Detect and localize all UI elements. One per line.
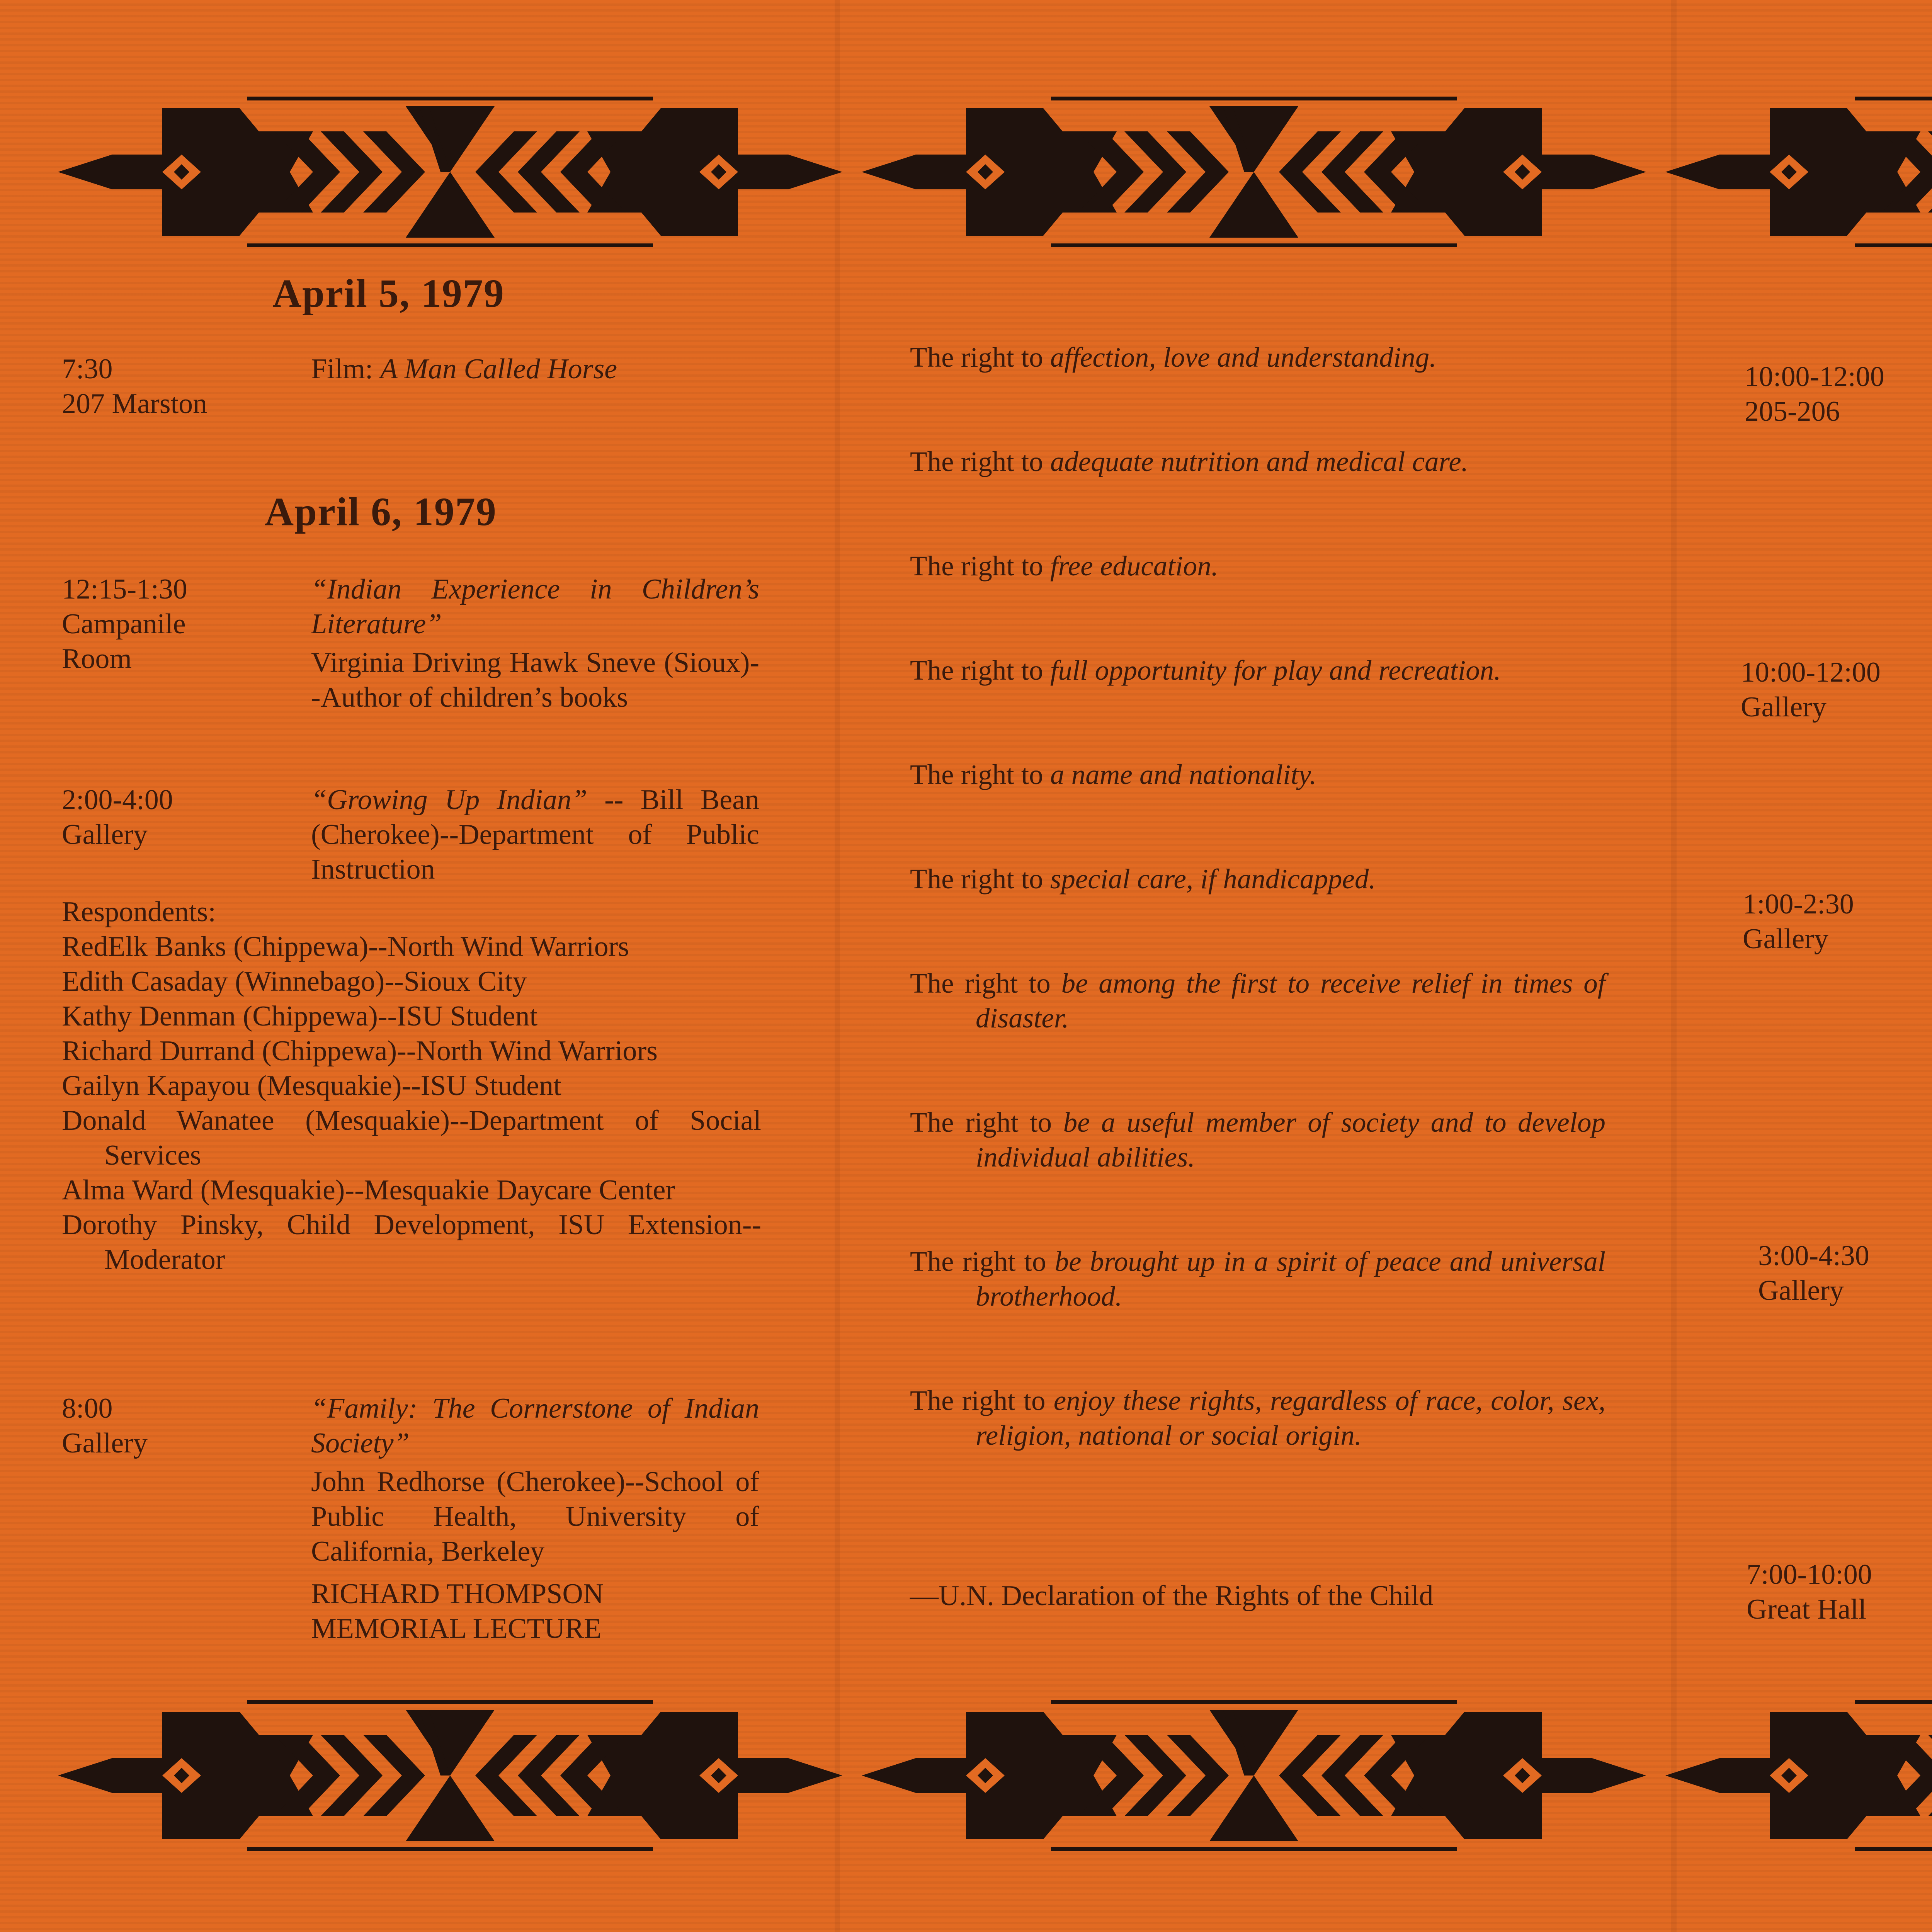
right-prefix: The right to — [910, 1246, 1055, 1277]
right-prefix: The right to — [910, 1385, 1054, 1416]
right-text: affection, love and understanding. — [1050, 342, 1437, 373]
right-fold-line — [1671, 0, 1677, 1932]
event-location: Gallery — [1743, 923, 1828, 955]
top-right-ornament — [1665, 97, 1932, 247]
event-location: Campanile — [62, 608, 186, 640]
event-location: Gallery — [1741, 691, 1827, 723]
event-description — [311, 352, 759, 386]
event-time-location — [1745, 359, 1932, 429]
event-time-location — [1758, 1238, 1932, 1308]
event-time-location — [62, 352, 309, 421]
right-item — [910, 340, 1605, 375]
event-location: Gallery — [62, 819, 148, 850]
respondent-item: Donald Wanatee (Mesquakie)--Department of Social Services — [62, 1105, 761, 1171]
right-item — [910, 1244, 1605, 1314]
event-time-location — [1741, 655, 1932, 724]
respondents-label: Respondents: — [62, 896, 216, 928]
event-time-location — [62, 1391, 309, 1461]
top-middle-ornament — [862, 97, 1646, 247]
right-prefix: The right to — [910, 759, 1050, 790]
event-description — [311, 572, 759, 715]
top-left-ornament — [58, 97, 842, 247]
event-time: 3:00-4:30 — [1758, 1240, 1869, 1272]
right-prefix: The right to — [910, 863, 1050, 895]
event-time: 10:00-12:00 — [1745, 361, 1884, 393]
event-prefix: Film: — [311, 353, 380, 385]
event-title: “Indian Experience in Children’s Literature” — [311, 573, 759, 640]
film-title: A Man Called Horse — [380, 353, 617, 385]
right-prefix: The right to — [910, 342, 1050, 373]
event-description — [311, 782, 759, 887]
event-description — [311, 1391, 759, 1646]
respondent-item: Dorothy Pinsky, Child Development, ISU Extension--Moderator — [62, 1209, 761, 1276]
right-text: adequate nutrition and medical care. — [1050, 446, 1468, 477]
event-location: Room — [62, 643, 132, 675]
right-prefix: The right to — [910, 550, 1050, 582]
event-time-location — [62, 572, 309, 676]
right-prefix: The right to — [910, 655, 1050, 686]
respondent-item: Kathy Denman (Chippewa)--ISU Student — [62, 1000, 538, 1032]
event-time: 8:00 — [62, 1393, 113, 1424]
date-heading-april-5: April 5, 1979 — [272, 271, 505, 316]
attribution: —U.N. Declaration of the Rights of the Child — [910, 1580, 1434, 1612]
date-heading-april-6: April 6, 1979 — [265, 490, 497, 534]
event-title: “Family: The Cornerstone of Indian Society” — [311, 1393, 759, 1459]
event-time: 2:00-4:00 — [62, 784, 173, 816]
event-location: 207 Marston — [62, 388, 207, 420]
right-item — [910, 757, 1605, 792]
right-item — [910, 862, 1605, 896]
right-item — [910, 1105, 1605, 1175]
right-item — [910, 1383, 1605, 1453]
right-item — [910, 549, 1605, 583]
right-text: full opportunity for play and recreation. — [1050, 655, 1501, 686]
left-fold-line — [835, 0, 840, 1932]
event-speaker: -- Bill Bean (Cherokee)--Department of Public Instruction — [311, 784, 759, 885]
event-time: 12:15-1:30 — [62, 573, 187, 605]
event-time-location — [1743, 887, 1932, 956]
event-title: “Growing Up Indian” — [311, 784, 587, 816]
rights-list — [910, 340, 1605, 1522]
lecture-name: RICHARD THOMPSON — [311, 1578, 604, 1610]
bottom-middle-ornament — [862, 1700, 1646, 1851]
event-time: 1:00-2:30 — [1743, 888, 1854, 920]
right-prefix: The right to — [910, 446, 1050, 477]
event-location: Great Hall — [1747, 1594, 1867, 1625]
event-location: 205-206 — [1745, 396, 1840, 427]
bottom-left-ornament — [58, 1700, 842, 1851]
event-time: 7:00-10:00 — [1747, 1559, 1872, 1590]
right-item — [910, 653, 1605, 688]
lecture-name: MEMORIAL LECTURE — [311, 1613, 602, 1645]
event-speaker: Virginia Driving Hawk Sneve (Sioux)--Author of children’s books — [311, 647, 759, 713]
event-speaker: John Redhorse (Cherokee)--School of Public Health, University of California, Berkeley — [311, 1466, 759, 1567]
respondent-item: Richard Durrand (Chippewa)--North Wind Warriors — [62, 1035, 658, 1067]
right-text: be brought up in a spirit of peace and universal brotherhood. — [976, 1246, 1605, 1312]
event-time: 10:00-12:00 — [1741, 656, 1881, 688]
respondent-item: Edith Casaday (Winnebago)--Sioux City — [62, 966, 527, 997]
right-text: special care, if handicapped. — [1050, 863, 1376, 895]
right-text: a name and nationality. — [1050, 759, 1317, 790]
right-text: be among the first to receive relief in times of disaster. — [976, 968, 1606, 1034]
respondent-item: Gailyn Kapayou (Mesquakie)--ISU Student — [62, 1070, 561, 1102]
respondent-item: RedElk Banks (Chippewa)--North Wind Warriors — [62, 931, 629, 963]
right-item — [910, 444, 1605, 479]
bottom-right-ornament — [1665, 1700, 1932, 1851]
right-text: be a useful member of society and to develop individual abilities. — [976, 1107, 1605, 1173]
respondent-item: Alma Ward (Mesquakie)--Mesquakie Daycare Center — [62, 1174, 675, 1206]
right-text: free education. — [1050, 550, 1219, 582]
event-location: Gallery — [62, 1427, 148, 1459]
right-item — [910, 966, 1605, 1036]
right-text: enjoy these rights, regardless of race, color, sex, religion, national or social origin. — [976, 1385, 1605, 1451]
right-prefix: The right to — [910, 1107, 1063, 1138]
event-time: 7:30 — [62, 353, 113, 385]
event-time-location — [62, 782, 309, 852]
right-prefix: The right to — [910, 968, 1061, 999]
event-time-location — [1747, 1557, 1932, 1627]
event-location: Gallery — [1758, 1275, 1844, 1306]
respondents-list — [62, 895, 761, 1277]
